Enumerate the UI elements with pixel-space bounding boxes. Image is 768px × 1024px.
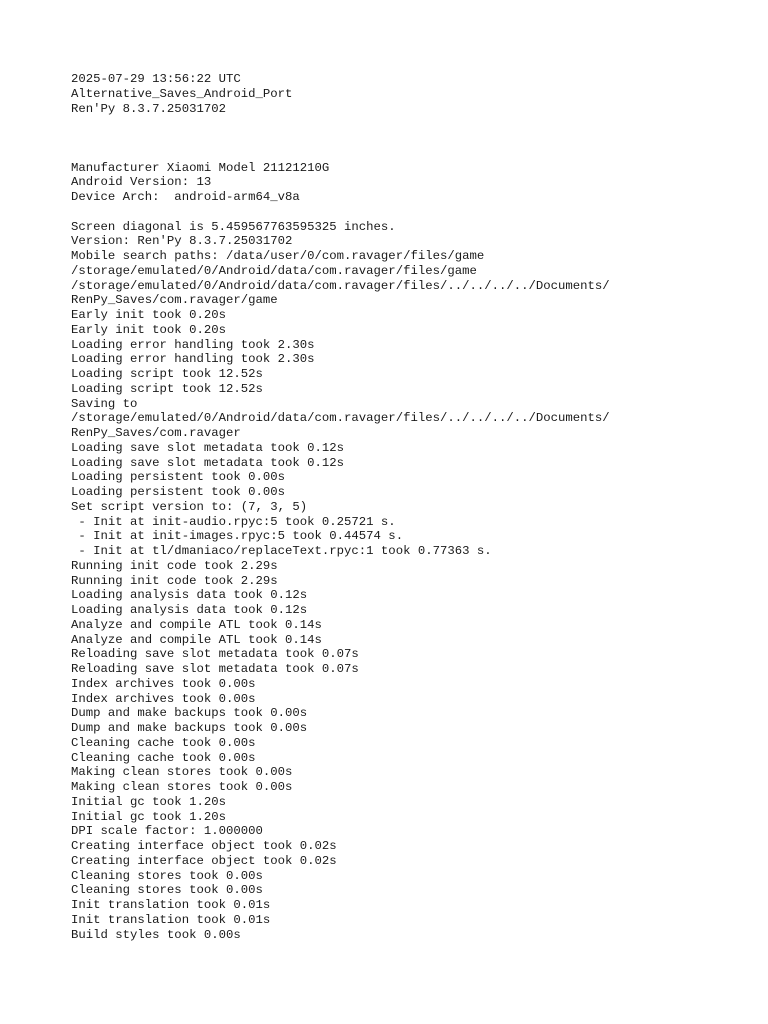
log-line: Loading persistent took 0.00s — [71, 470, 286, 485]
log-line: Reloading save slot metadata took 0.07s — [71, 647, 359, 662]
log-line: Loading error handling took 2.30s — [71, 352, 315, 367]
log-line: - Init at init-audio.rpyc:5 took 0.25721 s. — [71, 514, 396, 529]
log-line: /storage/emulated/0/Android/data/com.ravager/files/game — [71, 263, 477, 278]
log-line: Set script version to: (7, 3, 5) — [71, 499, 308, 514]
log-line: Saving to — [71, 396, 138, 411]
log-line: Analyze and compile ATL took 0.14s — [71, 632, 322, 647]
log-line: /storage/emulated/0/Android/data/com.ravager/files/../../../../Documents/ — [71, 411, 610, 426]
log-line: Reloading save slot metadata took 0.07s — [71, 662, 359, 676]
log-line: Cleaning cache took 0.00s — [71, 735, 256, 750]
log-line: Initial gc took 1.20s — [71, 809, 226, 824]
log-line: Alternative_Saves_Android_Port — [71, 86, 293, 101]
log-text — [71, 72, 751, 942]
log-line: Creating interface object took 0.02s — [71, 853, 337, 868]
log-line: Loading save slot metadata took 0.12s — [71, 440, 345, 455]
log-line: Mobile search paths: /data/user/0/com.ravager/files/game — [71, 249, 485, 263]
blank-line — [71, 131, 751, 146]
log-line: Dump and make backups took 0.00s — [71, 706, 308, 721]
log-line: Running init code took 2.29s — [71, 558, 278, 573]
log-line: - Init at tl/dmaniaco/replaceText.rpyc:1 took 0.77363 s. — [71, 544, 492, 558]
log-line: Index archives took 0.00s — [71, 676, 256, 691]
log-line: Early init took 0.20s — [71, 308, 226, 322]
log-line: Running init code took 2.29s — [71, 573, 278, 588]
log-line: Making clean stores took 0.00s — [71, 765, 293, 780]
log-line: Dump and make backups took 0.00s — [71, 721, 308, 735]
log-line: Build styles took 0.00s — [71, 927, 241, 942]
log-line: Making clean stores took 0.00s — [71, 780, 293, 794]
log-line: Initial gc took 1.20s — [71, 794, 226, 809]
log-line: Android Version: 13 — [71, 175, 212, 190]
log-line: Manufacturer Xiaomi Model 21121210G — [71, 160, 330, 175]
log-line: Index archives took 0.00s — [71, 691, 256, 706]
blank-line — [71, 205, 751, 220]
log-line: Cleaning stores took 0.00s — [71, 883, 263, 898]
log-line: Loading persistent took 0.00s — [71, 485, 286, 499]
log-line: Loading script took 12.52s — [71, 381, 263, 396]
log-line: Loading analysis data took 0.12s — [71, 588, 308, 603]
log-line: 2025-07-29 13:56:22 UTC — [71, 72, 241, 86]
log-line: Creating interface object took 0.02s — [71, 839, 337, 853]
log-line: Analyze and compile ATL took 0.14s — [71, 617, 322, 632]
log-line: RenPy_Saves/com.ravager — [71, 426, 241, 440]
blank-line — [71, 146, 751, 161]
log-line: Cleaning cache took 0.00s — [71, 750, 256, 765]
log-line: DPI scale factor: 1.000000 — [71, 824, 263, 839]
log-line: - Init at init-images.rpyc:5 took 0.44574 s. — [71, 529, 404, 544]
log-line: Loading analysis data took 0.12s — [71, 603, 308, 617]
log-line: Device Arch: android-arm64_v8a — [71, 190, 300, 204]
log-line: Loading script took 12.52s — [71, 367, 263, 381]
log-line: Loading error handling took 2.30s — [71, 337, 315, 352]
log-line: Early init took 0.20s — [71, 322, 226, 337]
log-line: Init translation took 0.01s — [71, 912, 271, 927]
log-line: Loading save slot metadata took 0.12s — [71, 455, 345, 470]
log-line: Ren'Py 8.3.7.25031702 — [71, 101, 226, 116]
log-line: Version: Ren'Py 8.3.7.25031702 — [71, 234, 293, 249]
log-line: /storage/emulated/0/Android/data/com.ravager/files/../../../../Documents/ — [71, 278, 610, 293]
log-line: Init translation took 0.01s — [71, 898, 271, 912]
log-line: Cleaning stores took 0.00s — [71, 868, 263, 883]
blank-line — [71, 116, 751, 131]
log-line: Screen diagonal is 5.459567763595325 inches. — [71, 219, 396, 234]
log-line: RenPy_Saves/com.ravager/game — [71, 293, 278, 308]
